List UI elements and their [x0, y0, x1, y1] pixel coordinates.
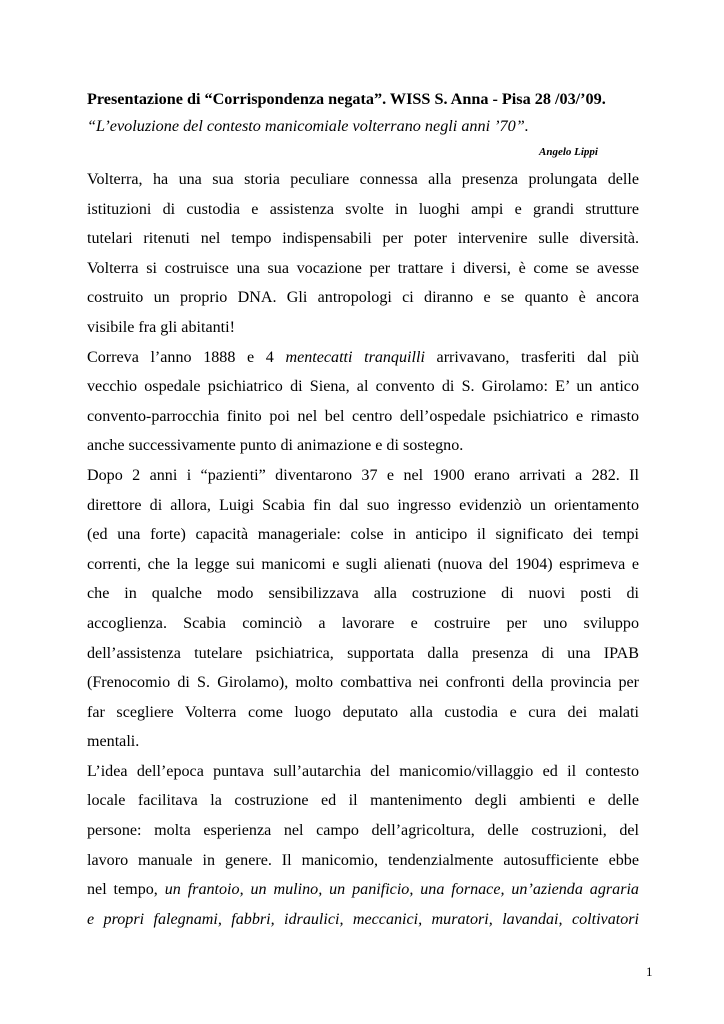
body-text	[87, 165, 639, 934]
text-line: anche successivamente punto di animazione e di sostegno.	[87, 437, 464, 455]
text-run: arrivavano, trasferiti dal più	[424, 348, 639, 366]
author-name: Angelo Lippi	[539, 146, 598, 158]
text-line: lavoro manuale in genere. Il manicomio, tendenzialmente autosufficiente ebbe	[87, 851, 639, 869]
text-line: Dopo 2 anni i “pazienti” diventarono 37 e nel 1900 erano arrivati a 282. Il	[87, 466, 639, 484]
text-line: (ed una forte) capacità manageriale: colse in anticipo il significato dei tempi	[87, 526, 639, 544]
text-line: far scegliere Volterra come luogo deputato alla custodia e cura dei malati	[87, 703, 639, 721]
text-line	[87, 875, 639, 905]
text-line	[87, 343, 639, 373]
text-line: mentali.	[87, 733, 140, 751]
text-line: correnti, che la legge sui manicomi e sugli alienati (nuova del 1904) esprimeva e	[87, 555, 639, 573]
text-run: Correva l’anno 1888 e 4	[87, 348, 286, 366]
text-line: L’idea dell’epoca puntava sull’autarchia del manicomio/villaggio ed il contesto	[87, 762, 639, 780]
document-subtitle: “L’evoluzione del contesto manicomiale volterrano negli anni ’70”.	[87, 117, 529, 135]
document-title: Presentazione di “Corrispondenza negata”. WISS S. Anna - Pisa 28 /03/’09.	[87, 90, 606, 108]
italic-phrase: e propri falegnami, fabbri, idraulici, meccanici, muratori, lavandai, coltivatori	[87, 910, 639, 928]
italic-phrase: un frantoio, un mulino, un panificio, una fornace, un’azienda agraria	[164, 881, 639, 899]
text-line: visibile fra gli abitanti!	[87, 318, 235, 336]
text-line: Volterra si costruisce una sua vocazione per trattare i diversi, è come se avesse	[87, 259, 639, 277]
text-line: istituzioni di custodia e assistenza svolte in luoghi ampi e grandi strutture	[87, 200, 639, 218]
text-line: persone: molta esperienza nel campo dell’agricoltura, delle costruzioni, del	[87, 822, 639, 840]
italic-phrase: mentecatti tranquilli	[285, 348, 425, 366]
text-run: nel tempo,	[87, 881, 165, 899]
text-line: convento-parrocchia finito poi nel bel centro dell’ospedale psichiatrico e rimasto	[87, 407, 639, 425]
text-line: locale facilitava la costruzione ed il mantenimento degli ambienti e delle	[87, 792, 639, 810]
text-line: Volterra, ha una sua storia peculiare connessa alla presenza prolungata delle	[87, 171, 639, 188]
text-line: (Frenocomio di S. Girolamo), molto combattiva nei confronti della provincia per	[87, 674, 639, 692]
text-line: dell’assistenza tutelare psichiatrica, supportata dalla presenza di una IPAB	[87, 644, 639, 662]
text-line: tutelari ritenuti nel tempo indispensabili per poter intervenire sulle diversità.	[87, 230, 639, 248]
page-number: 1	[646, 964, 653, 979]
text-line: costruito un proprio DNA. Gli antropologi ci diranno e se quanto è ancora	[87, 289, 639, 307]
text-line: vecchio ospedale psichiatrico di Siena, al convento di S. Girolamo: E’ un antico	[87, 378, 639, 396]
text-line	[87, 905, 639, 935]
text-line: direttore di allora, Luigi Scabia fin dal suo ingresso evidenziò un orientamento	[87, 496, 639, 514]
text-line: accoglienza. Scabia cominciò a lavorare e costruire per uno sviluppo	[87, 614, 639, 632]
text-line: che in qualche modo sensibilizzava alla costruzione di nuovi posti di	[87, 585, 639, 603]
